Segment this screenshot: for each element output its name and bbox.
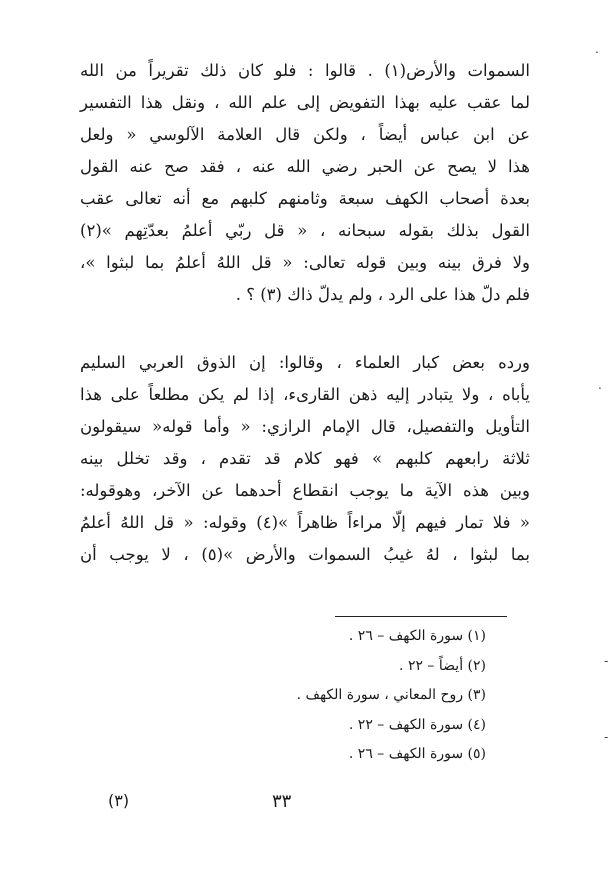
page-number: ٣٣ <box>272 791 292 812</box>
text-line: ثلاثة رابعهم كلبهم » فهو كلام قد تقدم ، وقد تخلل بينه <box>80 449 530 468</box>
body-paragraph-1 <box>80 55 530 311</box>
footnote-separator <box>335 616 507 617</box>
footnote-item: (١) سورة الكهف – ٢٦ . <box>348 628 486 644</box>
text-line: القول بذلك بقوله سبحانه ، « قل ربّي أعلمُ بعدّتِهم »(٢) <box>80 221 530 240</box>
text-line: ولا فرق بينه وبين قوله تعالى: « قل اللهُ أعلمُ بما لبثوا »، <box>80 253 530 272</box>
text-line: هذا لا يصح عن الحبر رضي الله عنه ، فقد صح عنه القول <box>80 157 530 176</box>
body-paragraph-2 <box>80 347 530 571</box>
text-line: لما عقب عليه بهذا التفويض إلى علم الله ، ونقل هذا التفسير <box>80 93 530 112</box>
footnotes <box>297 622 486 770</box>
margin-mark: - <box>604 654 609 668</box>
footnote-item: (٥) سورة الكهف – ٢٦ . <box>348 746 486 762</box>
margin-mark: - <box>604 730 609 744</box>
text-line: وبين هذه الآية ما يوجب انقطاع أحدهما عن الآخر، وهوقوله: <box>80 481 530 500</box>
text-line: السموات والأرض(١) . قالوا : فلو كان ذلك تقريراً من الله <box>80 61 531 80</box>
footnote-item: (٢) أيضاً – ٢٢ . <box>399 657 486 674</box>
text-line: ورده بعض كبار العلماء ، وقالوا: إن الذوق العربي السليم <box>80 353 530 372</box>
text-line: بعدة أصحاب الكهف سبعة وثامنهم كلبهم مع أنه تعالى عقب <box>80 189 530 208</box>
margin-mark: . <box>598 378 602 392</box>
text-line: التأويل والتفصيل، قال الإمام الرازي: « وأما قوله« سيقولون <box>80 417 530 436</box>
text-line: « فلا تمار فيهم إلّا مراءاً ظاهراً »(٤) وقوله: « قل اللهُ أعلمُ <box>80 513 530 532</box>
text-line: يأباه ، ولا يتبادر إليه ذهن القارىء، إذا لم يكن مطلعاً على هذا <box>80 385 530 404</box>
text-line: عن ابن عباس أيضاً ، ولكن قال العلامة الآلوسي « ولعل <box>80 125 530 144</box>
margin-mark: . <box>595 42 599 56</box>
text-line: بما لبثوا ، لهُ غيبُ السموات والأرض »(٥) ، لا يوجب أن <box>80 545 530 564</box>
footnote-item: (٤) سورة الكهف – ٢٢ . <box>348 716 486 733</box>
signature-mark: (٣) <box>108 791 130 810</box>
footnote-item: (٣) روح المعاني ، سورة الكهف . <box>296 687 486 703</box>
text-line: فلم دلّ هذا على الرد ، ولم يدلّ ذاك (٣) ؟ . <box>235 285 530 304</box>
